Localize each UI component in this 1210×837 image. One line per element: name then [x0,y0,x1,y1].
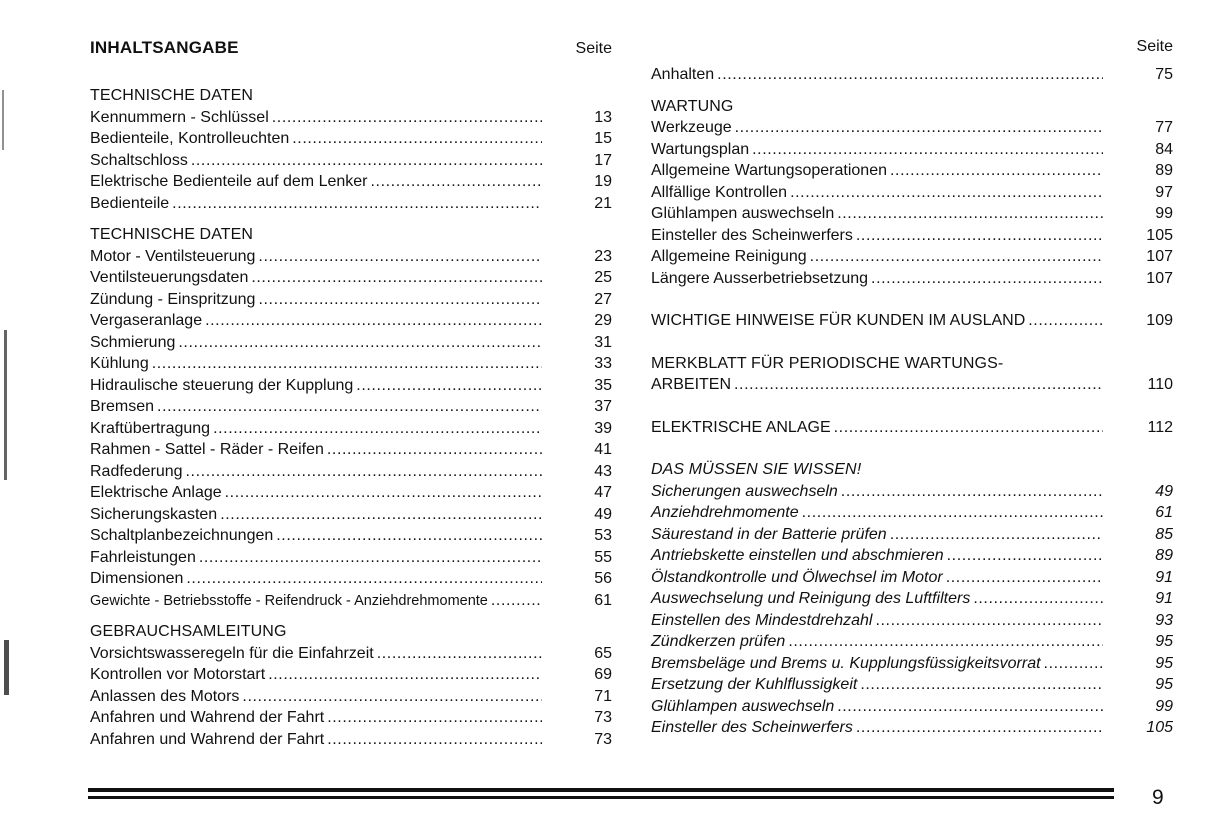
dot-leader [856,717,1103,739]
entry-title: Anziehdrehmomente [651,504,799,521]
dot-leader [946,567,1103,589]
entry-page: 105 [1146,719,1173,736]
dot-leader [191,150,542,172]
entry-title: Elektrische Anlage [90,484,222,501]
entry-page: 15 [594,130,612,147]
toc-entry[interactable] [90,729,612,751]
dot-leader [258,246,542,268]
entry-page: 47 [594,484,612,501]
toc-entry[interactable] [651,610,1173,632]
dot-leader [258,289,542,311]
dot-leader [788,631,1103,653]
entry-title: Einsteller des Scheinwerfers [651,226,853,244]
dot-leader [810,246,1103,268]
entry-title: Motor - Ventilsteuerung [90,247,256,265]
entry-page: 49 [1155,482,1173,500]
dot-leader [178,332,542,354]
entry-title: Allgemeine Reinigung [651,248,807,265]
entry-title: Vorsichtswasseregeln für die Einfahrzeit [90,644,374,662]
entry-title: Sicherungen auswechseln [651,482,838,500]
section-heading: MERKBLATT FÜR PERIODISCHE WARTUNGS- [651,354,1004,372]
entry-page: 97 [1155,183,1173,201]
entry-title: Bremsbeläge und Brems u. Kupplungsfüssigkeitsvorrat [651,654,1041,672]
dot-leader [973,588,1103,610]
toc-entry[interactable] [651,182,1173,204]
page-number: 9 [1152,786,1164,809]
entry-title: Hidraulische steuerung der Kupplung [90,376,354,394]
left-sections [90,85,612,750]
entry-page: 95 [1155,633,1173,650]
entry-page: 91 [1155,568,1173,586]
entry-title: Ersetzung der Kuhlflussigkeit [651,676,858,693]
footer-line-thick [88,788,1114,792]
toc-entry[interactable] [90,289,612,311]
page-column-label: Seite [1136,38,1173,55]
toc-entry[interactable] [90,525,612,547]
entry-page: 99 [1155,205,1173,222]
dot-leader [186,568,542,590]
toc-entry[interactable] [90,547,612,569]
entry-title: Fahrleistungen [90,548,196,566]
toc-title: INHALTSANGABE [90,38,239,57]
footer-rule [88,788,1114,799]
entry-title: Anfahren und Wahrend der Fahrt [90,730,325,748]
dot-leader [856,225,1103,247]
section-heading: TECHNISCHE DATEN [90,87,254,104]
entry-title: Einstellen des Mindestdrehzahl [651,611,873,629]
toc-entry[interactable] [651,653,1173,675]
toc-entry[interactable] [90,686,612,708]
entry-page: 105 [1146,226,1173,244]
toc-entry[interactable] [651,588,1173,610]
toc-entry[interactable] [90,664,612,686]
entry-page: 49 [594,505,612,523]
entry-page: 43 [594,462,612,480]
dot-leader [213,418,542,440]
toc-entry[interactable]: Anhalten ..... 75 [651,64,1173,86]
entry-page: 84 [1155,140,1173,158]
dot-leader [790,182,1103,204]
entry-page: 56 [594,570,612,587]
toc-entry[interactable] [90,332,612,354]
toc-entry[interactable] [651,481,1173,503]
entry-page: 107 [1146,248,1173,265]
entry-title: Anfahren und Wahrend der Fahrt [90,709,325,726]
entry-title: Glühlampen auswechseln [651,205,835,222]
entry-title: Werkzeuge [651,119,732,136]
toc-entry[interactable] [90,150,612,172]
entry-title: Vergaseranlage [90,312,203,329]
entry-page: 93 [1155,611,1173,629]
scan-mark [2,90,4,150]
entry-title: Wartungsplan [651,140,750,158]
wissen-list [651,481,1173,739]
dot-leader [268,664,542,686]
section-heading: WARTUNG [651,97,734,115]
entry-title: Dimensionen [90,570,184,587]
toc-entry[interactable]: ELEKTRISCHE ANLAGE ..... 112 [651,417,1173,439]
toc-entry[interactable] [651,545,1173,567]
toc-entry[interactable] [90,482,612,504]
toc-entry[interactable] [651,524,1173,546]
entry-title: Radfederung [90,462,183,480]
entry-page: 71 [594,687,612,705]
toc-entry[interactable] [90,171,612,193]
entry-title: Gewichte - Betriebsstoffe - Reifendruck - Anziehdrehmomente [90,592,488,609]
dot-leader [875,610,1103,632]
toc-entry[interactable] [651,567,1173,589]
section-heading: DAS MÜSSEN SIE WISSEN! [651,461,862,478]
entry-title: Antriebskette einstellen und abschmieren [651,547,944,564]
dot-leader [371,171,543,193]
entry-title: Sicherungskasten [90,505,218,523]
entry-page: 29 [594,312,612,329]
dot-leader [205,310,542,332]
toc-entry[interactable] [90,396,612,418]
toc-entry[interactable] [90,107,612,129]
dot-leader [841,481,1103,503]
entry-title: Zündung - Einspritzung [90,290,256,308]
dot-leader [947,545,1103,567]
dot-leader [871,268,1103,290]
entry-page: 99 [1155,697,1173,715]
dot-leader [172,193,542,215]
entry-page: 27 [594,290,612,308]
toc-entry[interactable] [651,268,1173,290]
dot-leader [890,160,1103,182]
toc-entry[interactable] [651,696,1173,718]
entry-page: 95 [1155,676,1173,693]
toc-left-column [90,38,612,750]
entry-page: 33 [594,355,612,372]
dot-leader [837,696,1103,718]
toc-entry[interactable]: WICHTIGE HINWEISE FÜR KUNDEN IM AUSLAND ..... 109 [651,310,1173,332]
toc-entry[interactable]: ARBEITEN ..... 110 [651,374,1173,396]
toc-entry[interactable] [90,504,612,526]
entry-page: 21 [594,194,612,212]
entry-page: 89 [1155,162,1173,179]
toc-entry[interactable] [651,674,1173,696]
toc-entry[interactable] [651,246,1173,268]
dot-leader [752,139,1103,161]
entry-title: Anlassen des Motors [90,687,240,705]
entry-page: 39 [594,419,612,437]
dot-leader [735,117,1103,139]
toc-header-right [651,38,1173,64]
dot-leader [220,504,542,526]
entry-page: 23 [594,247,612,265]
entry-title: Kühlung [90,355,149,372]
entry-page: 85 [1155,525,1173,543]
entry-page: 77 [1155,119,1173,136]
toc-entry[interactable] [90,193,612,215]
entry-title: Einsteller des Scheinwerfers [651,719,853,736]
toc-entry[interactable] [90,418,612,440]
toc-entry[interactable] [90,375,612,397]
entry-title: Allgemeine Wartungsoperationen [651,162,887,179]
dot-leader [860,674,1103,696]
entry-title: Säurestand in der Batterie prüfen [651,525,887,543]
page-column-label: Seite [575,40,612,57]
entry-title: Bedienteile, Kontrolleuchten [90,130,290,147]
entry-title: Schmierung [90,333,176,351]
scan-mark [4,640,9,695]
entry-title: Schaltplanbezeichnungen [90,527,274,544]
dot-leader [327,729,542,751]
entry-title: Kennummern - Schlüssel [90,108,269,126]
section-heading: GEBRAUCHSAMLEITUNG [90,623,287,640]
entry-page: 19 [594,173,612,190]
section-heading: TECHNISCHE DATEN [90,226,254,243]
entry-page: 37 [594,398,612,415]
entry-page: 35 [594,376,612,394]
dot-leader [276,525,542,547]
dot-leader [837,203,1103,225]
toc-entry[interactable] [90,461,612,483]
entry-page: 31 [594,333,612,351]
toc-right-column [651,38,1173,739]
dot-leader [890,524,1103,546]
entry-title: Bremsen [90,398,155,415]
entry-title: Kraftübertragung [90,419,211,437]
entry-page: 95 [1155,654,1173,672]
entry-title: Schaltschloss [90,151,188,169]
toc-entry[interactable] [651,717,1173,739]
dot-leader [242,686,542,708]
toc-entry[interactable] [651,139,1173,161]
entry-page: 17 [594,151,612,169]
entry-page: 55 [594,548,612,566]
entry-page: 73 [594,730,612,748]
toc-entry[interactable] [90,246,612,268]
dot-leader [356,375,542,397]
dot-leader [186,461,542,483]
entry-title: Längere Ausserbetriebsetzung [651,269,869,287]
footer-line-thin [88,796,1114,799]
entry-page: 53 [594,527,612,544]
entry-title: Rahmen - Sattel - Räder - Reifen [90,441,324,458]
entry-page: 89 [1155,547,1173,564]
dot-leader [272,107,542,129]
toc-entry[interactable] [90,568,612,590]
dot-leader [251,267,542,289]
toc-entry[interactable] [651,225,1173,247]
toc-header [90,38,612,64]
entry-page: 73 [594,709,612,726]
toc-entry[interactable] [90,128,612,150]
dot-leader [802,502,1103,524]
dot-leader [1044,653,1103,675]
entry-title: Bedienteile [90,194,170,212]
entry-page: 61 [594,591,612,609]
entry-page: 91 [1155,590,1173,607]
toc-entry[interactable] [90,439,612,461]
entry-title: Auswechselung und Reinigung des Luftfilters [651,590,971,607]
toc-entry[interactable] [90,590,612,612]
entry-title: Zündkerzen prüfen [651,633,786,650]
toc-entry[interactable] [90,310,612,332]
entry-page: 69 [594,666,612,683]
toc-entry[interactable] [90,267,612,289]
entry-page: 25 [594,269,612,286]
toc-entry[interactable] [651,631,1173,653]
dot-leader [157,396,542,418]
dot-leader [377,643,542,665]
toc-entry[interactable] [651,203,1173,225]
dot-leader [199,547,542,569]
entry-page: 107 [1146,269,1173,287]
wartung-list [651,117,1173,289]
toc-entry[interactable] [651,117,1173,139]
dot-leader [152,353,542,375]
entry-title: Elektrische Bedienteile auf dem Lenker [90,173,368,190]
entry-title: Ölstandkontrolle und Ölwechsel im Motor [651,568,943,586]
entry-page: 13 [594,108,612,126]
toc-entry[interactable] [651,502,1173,524]
dot-leader [327,707,542,729]
entry-title: Glühlampen auswechseln [651,697,835,715]
dot-leader [327,439,542,461]
entry-page: 41 [594,441,612,458]
entry-page: 61 [1155,504,1173,521]
toc-entry[interactable] [90,353,612,375]
dot-leader [292,128,542,150]
toc-entry[interactable] [90,707,612,729]
scan-mark [4,330,7,480]
entry-title: Kontrollen vor Motorstart [90,666,266,683]
dot-leader [491,590,542,612]
entry-page: 65 [594,644,612,662]
toc-entry[interactable] [90,643,612,665]
entry-title: Ventilsteuerungsdaten [90,269,249,286]
toc-entry[interactable] [651,160,1173,182]
dot-leader [225,482,542,504]
entry-title: Allfällige Kontrollen [651,183,788,201]
